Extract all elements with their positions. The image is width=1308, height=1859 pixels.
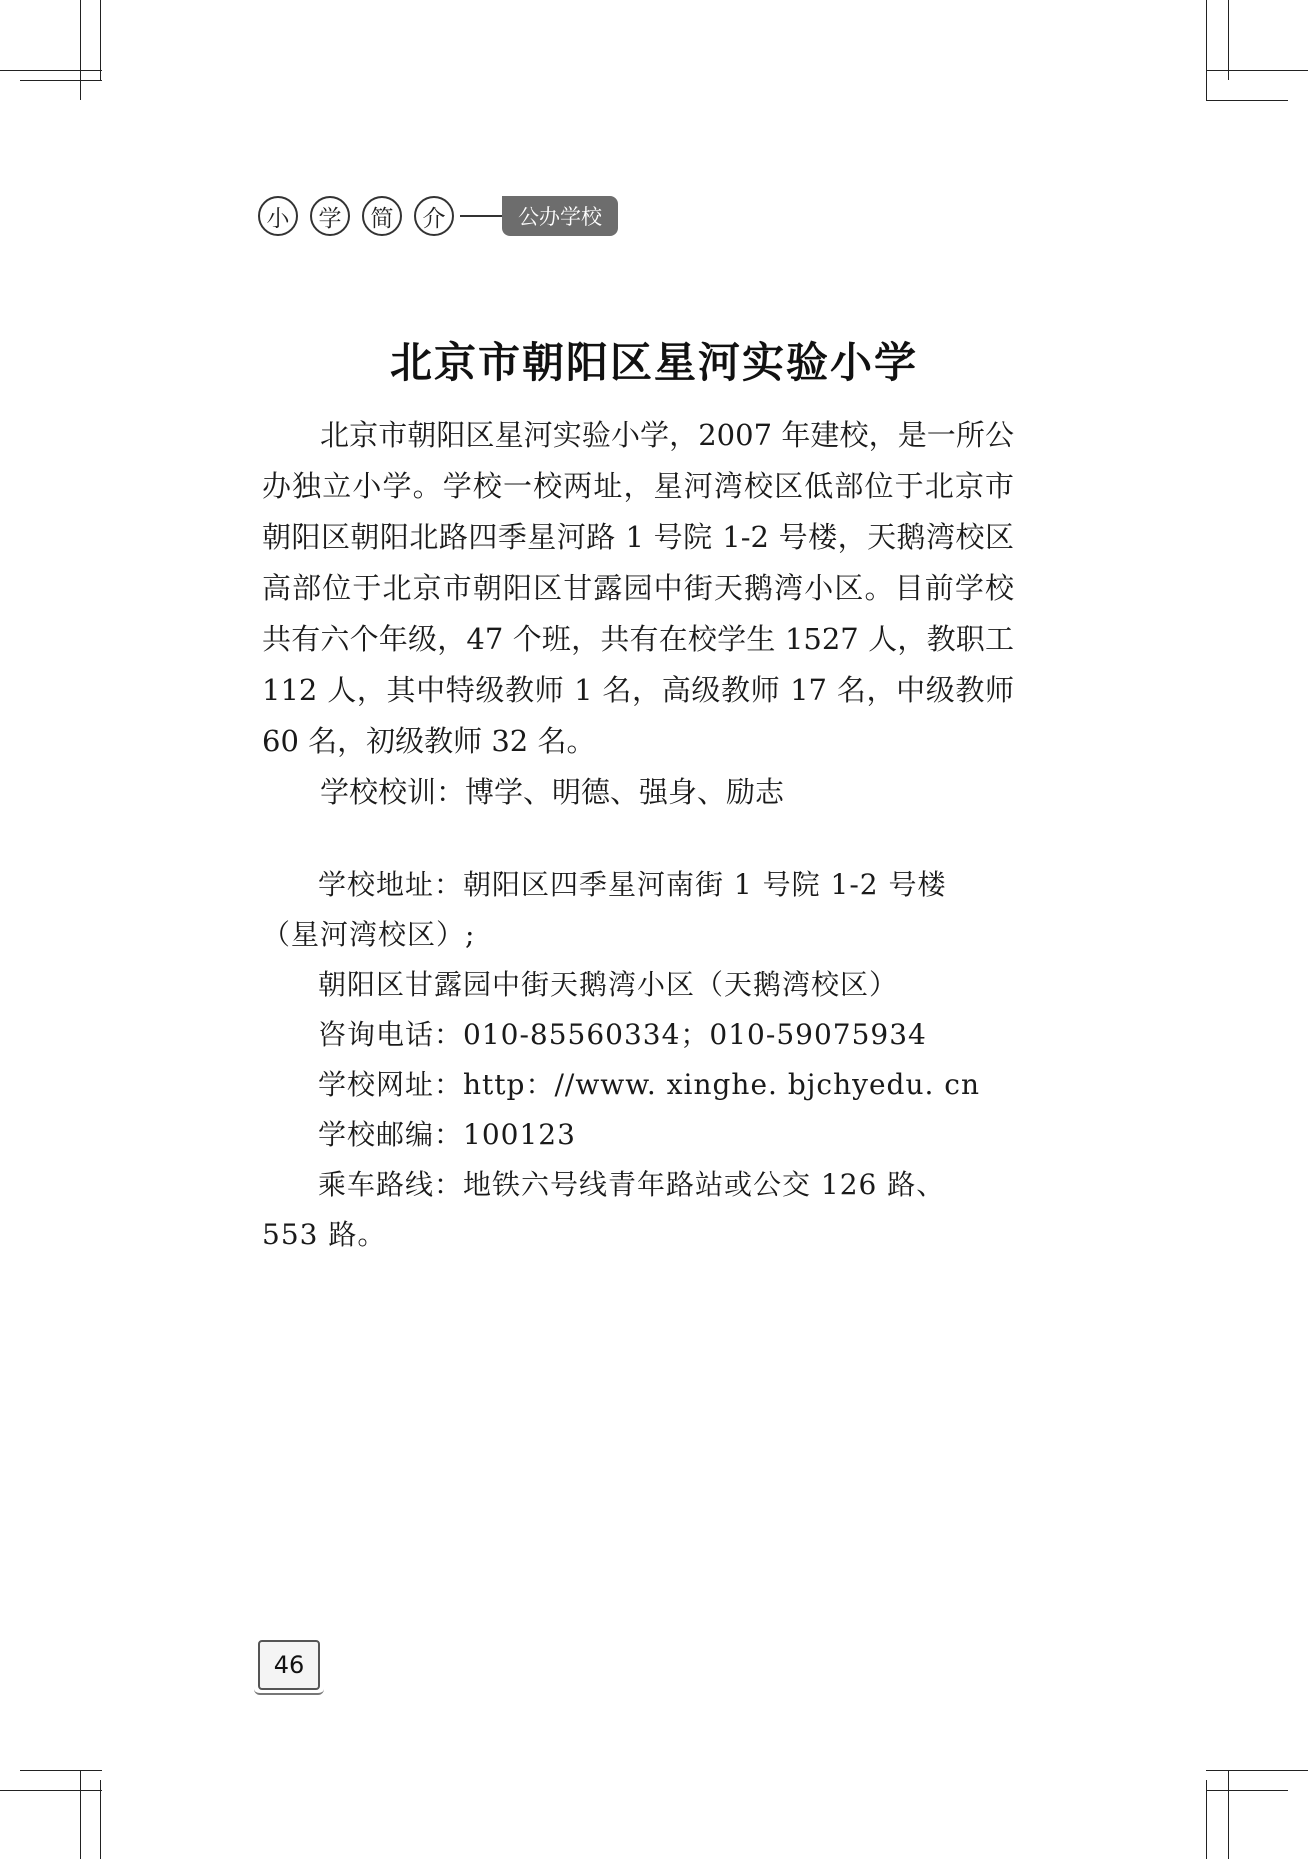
address-line: 学校地址：朝阳区四季星河南街 1 号院 1-2 号楼 bbox=[318, 868, 947, 901]
header-circle-char: 学 bbox=[310, 196, 350, 236]
crop-mark-bottom-right bbox=[1206, 1790, 1288, 1791]
postcode-line: 学校邮编：100123 bbox=[318, 1118, 576, 1151]
crop-mark-bottom-left bbox=[20, 1770, 102, 1771]
header-circle-char: 介 bbox=[414, 196, 454, 236]
transit-line-cont: 553 路。 bbox=[262, 1218, 387, 1251]
intro-paragraph: 北京市朝阳区星河实验小学，2007 年建校，是一所公办独立小学。学校一校两址，星河湾校区低部位于北京市朝阳区朝阳北路四季星河路 1 号院 1-2 号楼，天鹅湾校区高部位于北京市朝阳区甘露园中街天鹅湾小区。目前学校共有六个年级，47 个班，共有在校学生 1527 人，教职工 112 人，其中特级教师 1 名，高级教师 17 名，中级教师 60 名，初级教师 32 名。 bbox=[262, 418, 1014, 758]
header-circle-char: 小 bbox=[258, 196, 298, 236]
header-circle-char: 简 bbox=[362, 196, 402, 236]
crop-mark-top-right bbox=[1206, 0, 1207, 100]
crop-mark-top-left bbox=[80, 0, 81, 100]
crop-mark-bottom-left bbox=[0, 1790, 102, 1791]
page-title: 北京市朝阳区星河实验小学 bbox=[389, 338, 918, 387]
crop-mark-bottom-left bbox=[100, 1780, 101, 1859]
website-line: 学校网址：http：//www. xinghe. bjchyedu. cn bbox=[318, 1068, 980, 1101]
address-line-2: 朝阳区甘露园中街天鹅湾小区（天鹅湾校区） bbox=[318, 968, 899, 1001]
crop-mark-top-right bbox=[1206, 70, 1308, 71]
crop-mark-bottom-right bbox=[1206, 1780, 1207, 1859]
crop-mark-bottom-right bbox=[1228, 1770, 1229, 1859]
crop-mark-top-right bbox=[1206, 100, 1288, 101]
crop-mark-top-left bbox=[0, 70, 102, 71]
address-line-cont: （星河湾校区）; bbox=[262, 918, 476, 951]
phone-line: 咨询电话：010-85560334；010-59075934 bbox=[318, 1018, 927, 1051]
intro-section bbox=[262, 410, 1014, 818]
book-icon bbox=[254, 1687, 324, 1695]
page-number: 46 bbox=[258, 1640, 320, 1690]
contact-section bbox=[262, 860, 1022, 1260]
header-connector-line bbox=[460, 215, 502, 217]
school-motto: 学校校训：博学、明德、强身、励志 bbox=[320, 775, 785, 809]
crop-mark-bottom-right bbox=[1206, 1770, 1308, 1771]
transit-line: 乘车路线：地铁六号线青年路站或公交 126 路、 bbox=[318, 1168, 946, 1201]
section-header bbox=[258, 194, 618, 238]
category-tag: 公办学校 bbox=[502, 196, 618, 236]
crop-mark-top-right bbox=[1228, 0, 1229, 80]
crop-mark-top-left bbox=[20, 80, 102, 81]
crop-mark-top-left bbox=[100, 0, 101, 80]
crop-mark-bottom-left bbox=[80, 1770, 81, 1859]
